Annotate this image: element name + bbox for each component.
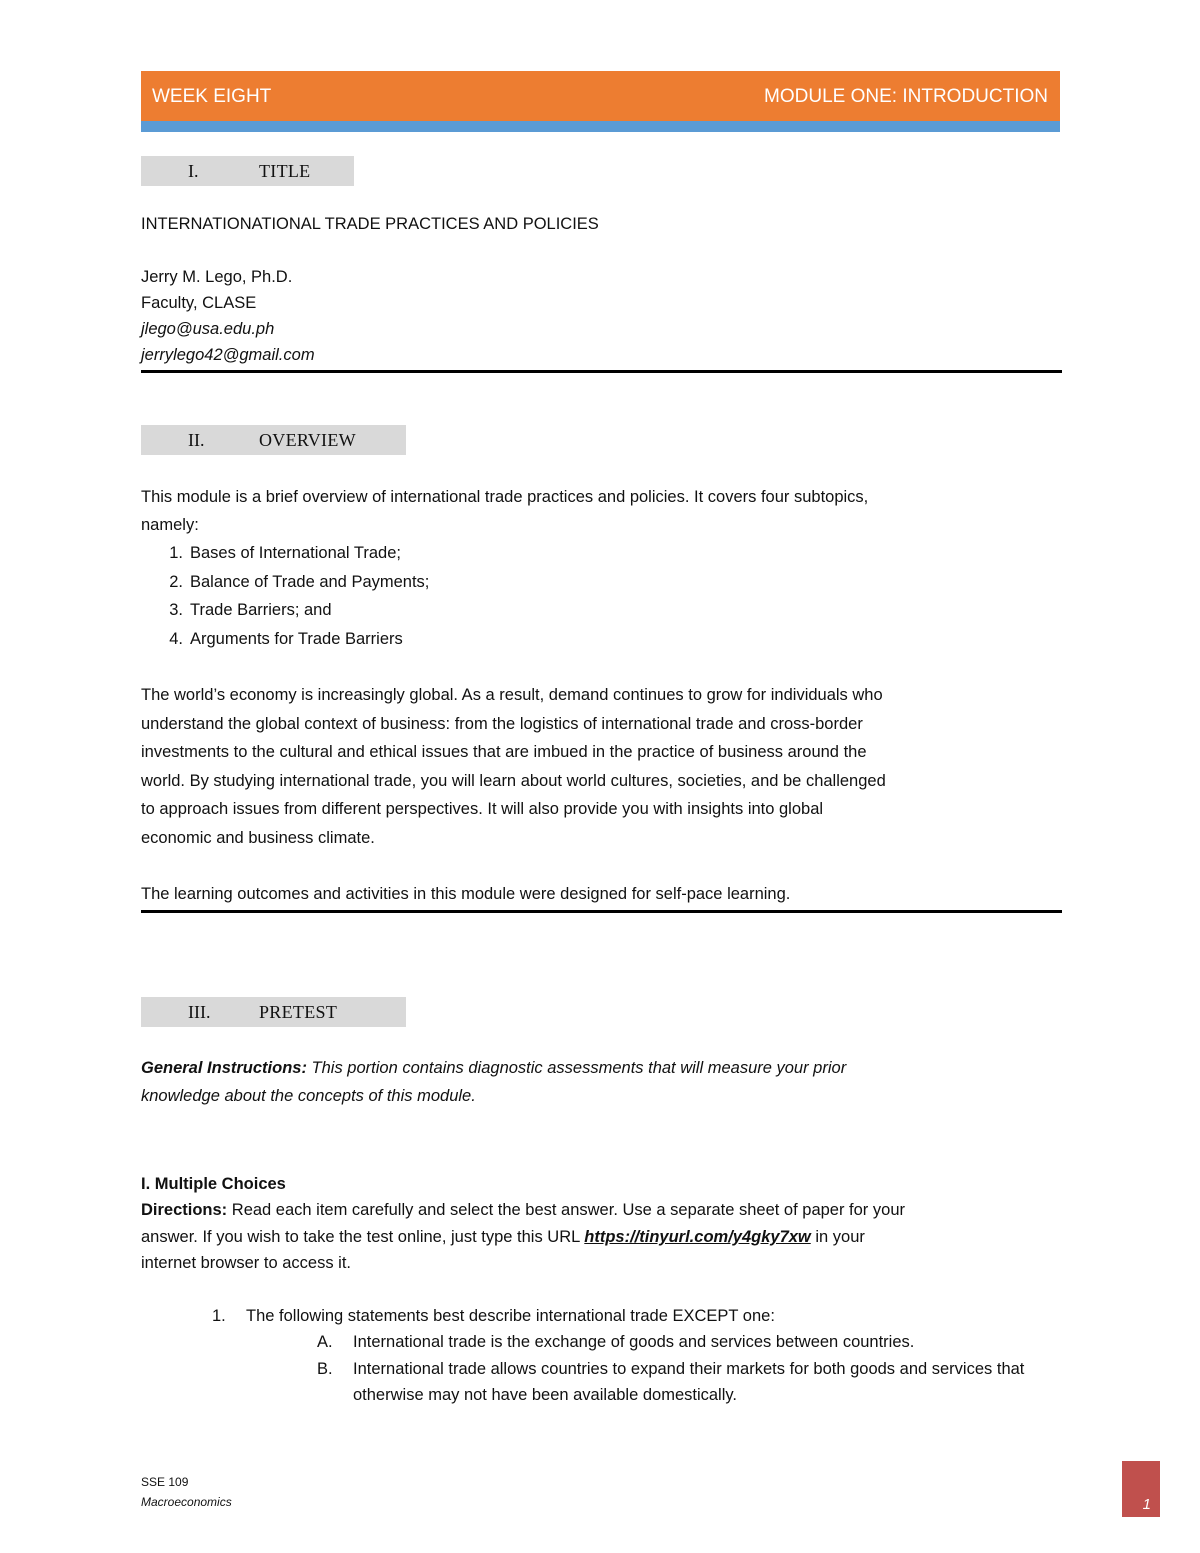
list-number: 3. xyxy=(169,601,183,619)
list-text: Trade Barriers; and xyxy=(190,601,332,619)
section-header-overview xyxy=(141,425,406,455)
list-number: 2. xyxy=(169,572,183,591)
list-number: 4. xyxy=(169,629,183,648)
list-number: 1. xyxy=(169,544,183,562)
email-personal[interactable]: jerrylego42@gmail.com xyxy=(141,346,315,364)
list-item xyxy=(155,568,555,597)
paragraph-line: economic and business climate. xyxy=(141,828,375,847)
general-instructions-text: This portion contains diagnostic assessments that will measure your prior xyxy=(306,1059,847,1077)
module-label: MODULE ONE: INTRODUCTION xyxy=(764,86,1048,107)
list-text: Arguments for Trade Barriers xyxy=(190,629,403,648)
directions-line1 xyxy=(141,1197,905,1223)
list-item xyxy=(155,596,555,625)
general-instructions-line1 xyxy=(141,1055,846,1081)
divider xyxy=(141,370,1062,373)
footer xyxy=(141,1472,232,1512)
general-instructions-label: General Instructions: xyxy=(141,1059,307,1077)
option-letter: B. xyxy=(317,1360,333,1378)
list-item xyxy=(155,539,555,568)
course-name: Macroeconomics xyxy=(141,1495,232,1509)
week-label: WEEK EIGHT xyxy=(152,86,272,107)
header-banner xyxy=(141,71,1060,121)
section-label: OVERVIEW xyxy=(259,430,356,450)
page-number: 1 xyxy=(1142,1496,1151,1513)
option-text: International trade is the exchange of goods and services between countries. xyxy=(353,1333,915,1351)
paragraph-line: The world’s economy is increasingly global. As a result, demand continues to grow for individuals who xyxy=(141,686,883,704)
section-header-pretest xyxy=(141,997,406,1027)
overview-intro-line1: This module is a brief overview of international trade practices and policies. It covers four subtopics, xyxy=(141,488,869,506)
directions-text: in your xyxy=(810,1228,865,1246)
question-1 xyxy=(212,1303,775,1329)
general-instructions-line2: knowledge about the concepts of this module. xyxy=(141,1087,476,1105)
list-item xyxy=(155,625,555,654)
option-text: International trade allows countries to expand their markets for both goods and services that otherwise may not have been available domestically. xyxy=(353,1360,1025,1404)
paragraph-line: investments to the cultural and ethical issues that are imbued in the practice of business around the xyxy=(141,743,867,761)
part-title: I. Multiple Choices xyxy=(141,1175,286,1193)
test-url-link[interactable]: https://tinyurl.com/y4gky7xw xyxy=(584,1228,811,1246)
question-number: 1. xyxy=(212,1307,226,1325)
overview-closing: The learning outcomes and activities in this module were designed for self-pace learning. xyxy=(141,885,791,903)
overview-intro-line2: namely: xyxy=(141,516,199,534)
list-text: Balance of Trade and Payments; xyxy=(190,572,430,591)
paragraph-line: world. By studying international trade, you will learn about world cultures, societies, and be challenged xyxy=(141,771,886,790)
overview-paragraph xyxy=(141,681,1061,852)
section-label: PRETEST xyxy=(259,1002,338,1022)
divider xyxy=(141,910,1062,913)
course-title: INTERNATIONATIONAL TRADE PRACTICES AND POLICIES xyxy=(141,215,599,233)
question-text: The following statements best describe international trade EXCEPT one: xyxy=(246,1307,775,1325)
page-number-box xyxy=(1122,1461,1160,1517)
section-number: III. xyxy=(188,1002,211,1022)
directions-line2 xyxy=(141,1224,865,1250)
list-text: Bases of International Trade; xyxy=(190,544,401,562)
paragraph-line: understand the global context of business: from the logistics of international trade and cross-border xyxy=(141,714,863,733)
email-institutional[interactable]: jlego@usa.edu.ph xyxy=(141,320,275,338)
section-label: TITLE xyxy=(259,161,311,181)
header-stripe xyxy=(141,121,1060,132)
subtopic-list xyxy=(155,539,555,653)
option-letter: A. xyxy=(317,1333,333,1351)
section-number: I. xyxy=(188,161,199,181)
directions-label: Directions: xyxy=(141,1201,228,1219)
directions-text: answer. If you wish to take the test online, just type this URL xyxy=(141,1228,585,1246)
directions-text: Read each item carefully and select the best answer. Use a separate sheet of paper for your xyxy=(227,1201,905,1219)
section-number: II. xyxy=(188,430,205,450)
author-position: Faculty, CLASE xyxy=(141,294,257,312)
section-header-title xyxy=(141,156,354,186)
paragraph-line: to approach issues from different perspectives. It will also provide you with insights into global xyxy=(141,800,824,818)
course-code: SSE 109 xyxy=(141,1475,189,1489)
directions-line3: internet browser to access it. xyxy=(141,1254,352,1272)
author-name: Jerry M. Lego, Ph.D. xyxy=(141,268,293,286)
